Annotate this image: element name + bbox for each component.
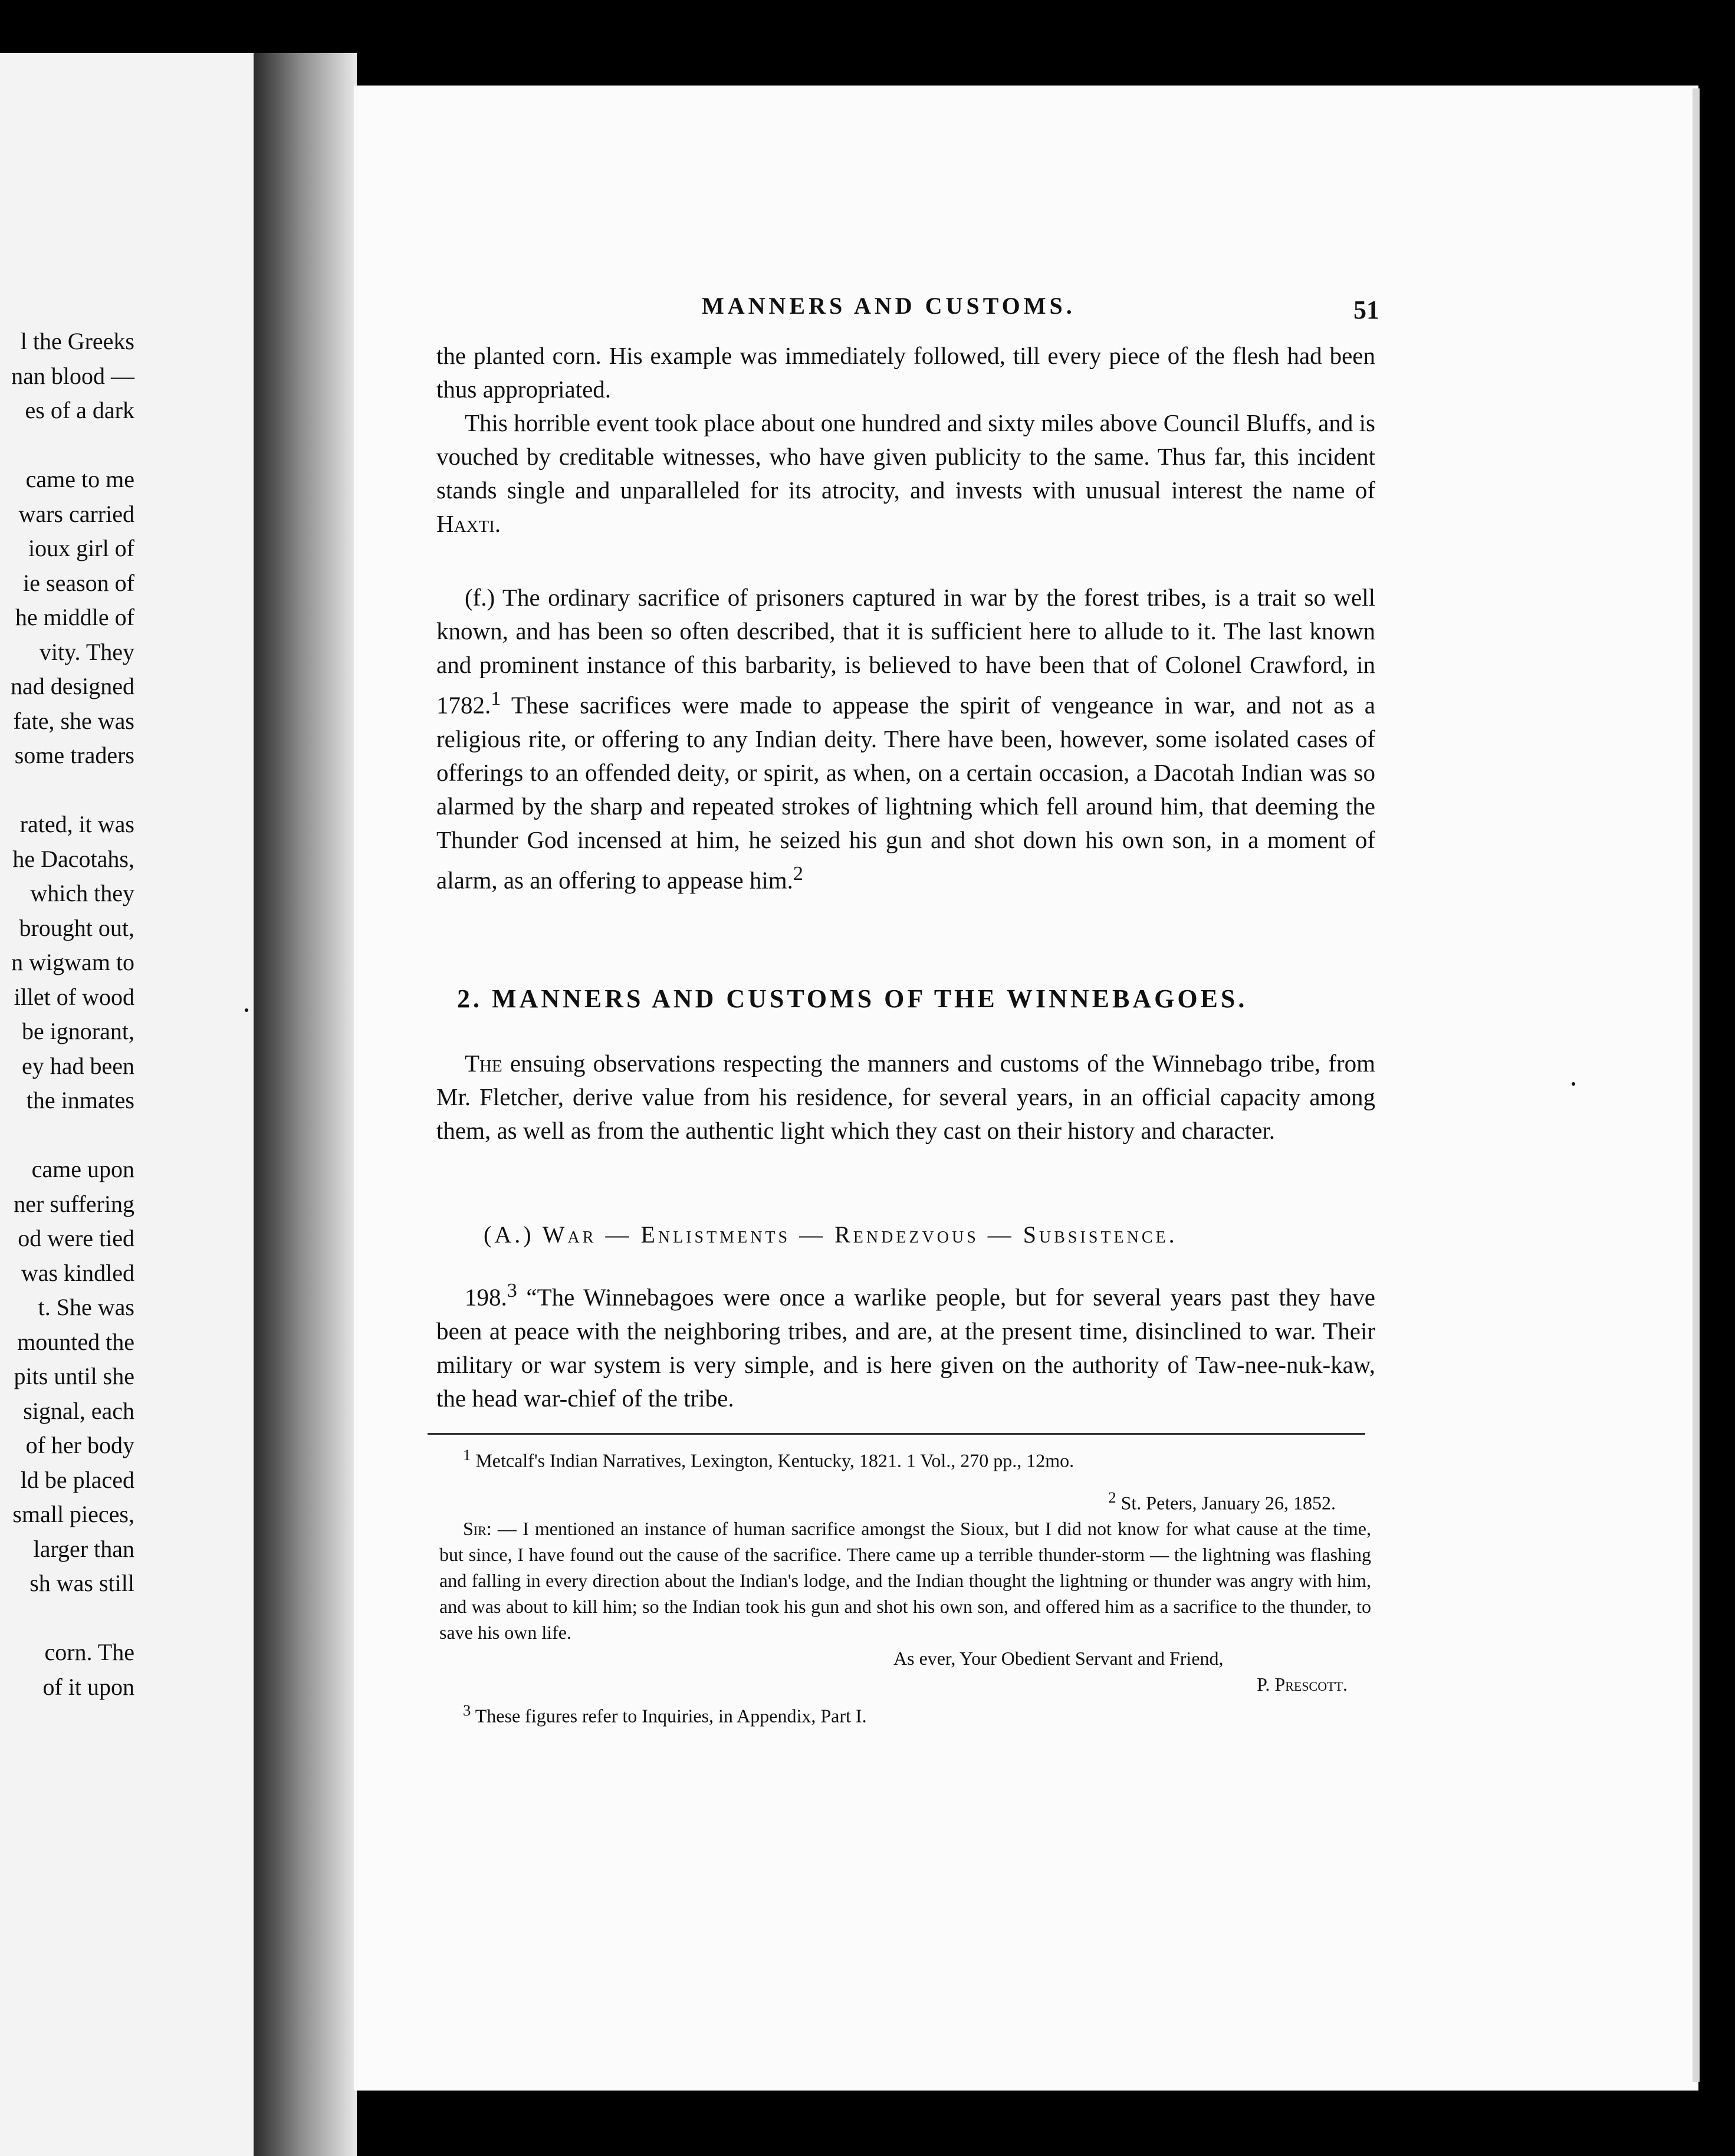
left-page-line: be ignorant, — [21, 1018, 134, 1044]
sub-heading: (A.) War — Enlistments — Rendezvous — Subsistence. — [484, 1221, 1178, 1248]
footnote-mark: 1 — [463, 1446, 471, 1464]
paragraph-text: “The Winnebagoes were once a warlike people, but for several years past they have been at peace with the neighboring tribes, and are, at the present time, disinclined to war. Their military or war system is very simple, and is here given on the authority of Taw-nee-nuk-kaw, the head war-chief of the tribe. — [436, 1283, 1375, 1412]
paragraph-intro — [436, 1047, 1375, 1148]
left-page-line: he Dacotahs, — [12, 845, 134, 872]
footnote-2-dateline — [439, 1484, 1371, 1516]
letter-closing: As ever, Your Obedient Servant and Friend, — [893, 1648, 1224, 1669]
inquiry-number: 198. — [465, 1283, 507, 1311]
left-page-line: od were tied — [18, 1225, 134, 1251]
left-page-line: vity. They — [39, 638, 134, 665]
left-page-line: fate, she was — [13, 707, 134, 734]
letter-body: — I mentioned an instance of human sacrifice amongst the Sioux, but I did not know for what cause at the time, but since, I have found out the cause of the sacrifice. There came up a terrible thunder-storm — the lightning was flashing and falling in every direction about the Indian's lodge, and the Indian thought the lightning or thunder was angry with him, and was about to kill him; so the Indian took his gun and shot his own son, and offered him as a sacrifice to the thunder, to save his own life. — [439, 1518, 1371, 1644]
footnote-1 — [439, 1442, 1371, 1474]
lead-word: The — [465, 1050, 502, 1077]
footnote-rule — [428, 1433, 1365, 1435]
name-haxti: Haxti. — [436, 510, 501, 537]
left-page-line: ey had been — [21, 1052, 134, 1079]
left-page-line: l the Greeks — [20, 328, 134, 354]
ink-speck — [1572, 1082, 1575, 1086]
left-page-line: was kindled — [21, 1259, 134, 1286]
footnote-ref-1: 1 — [491, 688, 501, 709]
footnote-mark: 3 — [463, 1701, 471, 1720]
paragraph-continuation: the planted corn. His example was immediately followed, till every piece of the flesh had been thus appropriated. — [436, 342, 1375, 403]
footnote-text: Metcalf's Indian Narratives, Lexington, Kentucky, 1821. 1 Vol., 270 pp., 12mo. — [471, 1450, 1074, 1471]
left-page-line: signal, each — [23, 1397, 134, 1424]
left-page-line: ld be placed — [20, 1466, 134, 1493]
left-page-line: which they — [30, 880, 134, 906]
page-edge — [1693, 88, 1700, 2082]
paragraph-haxti — [436, 406, 1375, 541]
paragraph-war-system — [436, 1274, 1375, 1415]
body-section-top — [436, 339, 1375, 541]
left-page-line: t. She was — [38, 1294, 134, 1320]
left-page-line: corn. The — [44, 1639, 134, 1665]
body-section-f — [436, 581, 1375, 897]
left-page-line: wars carried — [18, 500, 134, 527]
left-page-line: came to me — [25, 466, 134, 492]
paragraph-text: This horrible event took place about one hundred and sixty miles above Council Bluffs, and is vouched by creditable witnesses, who have given publicity to the same. Thus far, this incident stands single and unparalleled for its atrocity, and invests with unusual interest the name of — [436, 409, 1375, 504]
left-page-line: came upon — [31, 1156, 134, 1182]
book-gutter-shadow — [254, 53, 357, 2156]
footnote-ref-3: 3 — [507, 1280, 517, 1302]
footnote-text: These figures refer to Inquiries, in Appendix, Part I. — [471, 1705, 867, 1727]
left-page-line: of it upon — [42, 1673, 134, 1700]
footnotes — [439, 1442, 1371, 1729]
paragraph-text: (f.) The ordinary sacrifice of prisoners captured in war by the forest tribes, is a trait so well known, and has been so often described, that it is sufficient here to allude to it. The last known and prominent instance of this barbarity, is believed to have been that of Colonel Crawford, in 1782. — [436, 584, 1375, 719]
footnote-2-letter — [439, 1516, 1371, 1645]
left-page-line: some traders — [14, 742, 134, 768]
letter-salutation: Sir: — [463, 1518, 492, 1540]
left-page-line: rated, it was — [19, 811, 134, 837]
running-head: MANNERS AND CUSTOMS. — [702, 292, 1076, 319]
footnote-mark: 2 — [1108, 1488, 1116, 1506]
body-section-winnebagoes — [436, 1047, 1375, 1148]
left-page-line: illet of wood — [14, 983, 134, 1010]
left-page-line: ioux girl of — [28, 535, 134, 561]
left-page-line: larger than — [33, 1535, 134, 1562]
left-page-line: ie season of — [23, 569, 134, 596]
footnote-dateline: St. Peters, January 26, 1852. — [1116, 1492, 1336, 1514]
left-page-line: small pieces, — [12, 1501, 134, 1527]
left-page-line: the inmates — [26, 1087, 134, 1113]
paragraph-sacrifice — [436, 581, 1375, 897]
left-page-line: brought out, — [19, 914, 134, 941]
left-page-line: ner suffering — [14, 1190, 134, 1217]
left-page-line: n wigwam to — [11, 949, 134, 975]
left-page-line: mounted the — [17, 1328, 134, 1355]
left-page-line: of her body — [25, 1432, 134, 1458]
left-page-line: pits until she — [14, 1363, 134, 1389]
left-page-line: he middle of — [15, 604, 134, 630]
paragraph-text: ensuing observations respecting the manners and customs of the Winnebago tribe, from Mr. Fletcher, derive value from his residence, for several years, in an official capacity among them, as well as from the authentic light which they cast on their history and character. — [436, 1050, 1375, 1144]
page-number: 51 — [1353, 295, 1379, 324]
letter-signature: P. Prescott. — [1257, 1674, 1348, 1695]
paragraph-text: These sacrifices were made to appease the spirit of vengeance in war, and not as a religious rite, or offering to any Indian deity. There have been, however, some isolated cases of offerings to an offended deity, or spirit, as when, on a certain occasion, a Dacotah Indian was so alarmed by the sharp and repeated strokes of lightning which fell around him, that deeming the Thunder God incensed at him, he seized his gun and shot down his own son, in a moment of alarm, as an offering to appease him. — [436, 691, 1375, 894]
section-heading: 2. MANNERS AND CUSTOMS OF THE WINNEBAGOES. — [457, 984, 1248, 1013]
left-page-line: sh was still — [29, 1570, 134, 1596]
left-page-line: es of a dark — [25, 397, 134, 423]
footnote-3 — [439, 1697, 1371, 1729]
ink-speck — [245, 1008, 248, 1012]
footnote-ref-2: 2 — [793, 862, 803, 885]
left-facing-page — [0, 53, 262, 2156]
left-page-line: nan blood — — [11, 362, 134, 389]
body-section-war — [436, 1274, 1375, 1415]
left-page-line: nad designed — [11, 673, 134, 699]
